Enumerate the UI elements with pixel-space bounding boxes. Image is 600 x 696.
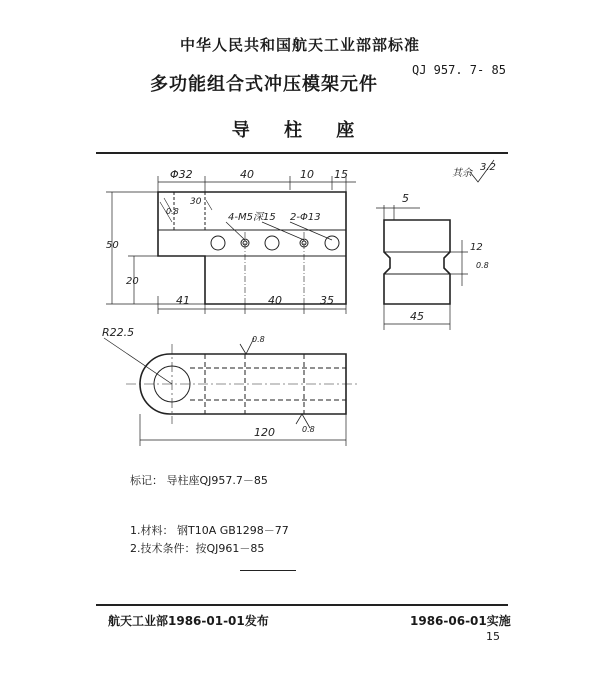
finish-bottom: 0.8 <box>302 425 315 434</box>
dim-d30: 30 <box>190 197 202 207</box>
dim-d10: 10 <box>300 168 314 181</box>
dim-d120: 120 <box>254 426 275 439</box>
dim-d12: 12 <box>470 242 483 253</box>
tech-note: 2.技术条件：按QJ961－85 <box>130 542 265 555</box>
dim-d40-bottom: 40 <box>268 294 282 307</box>
footer-rule <box>96 604 508 606</box>
dim-holes2: 2-Φ13 <box>290 212 321 223</box>
dim-holes: 4-M5深15 <box>228 212 276 223</box>
dim-r225: R22.5 <box>102 326 135 339</box>
standard-code: QJ 957. 7- 85 <box>412 63 506 77</box>
dim-d20: 20 <box>126 276 139 287</box>
material-note: 1.材料： 钢T10A GB1298－77 <box>130 524 289 537</box>
marking-note: 标记： 导柱座QJ957.7－85 <box>130 474 268 487</box>
finish-side2: 0.8 <box>166 207 179 216</box>
dim-d40-top: 40 <box>240 168 254 181</box>
roughness-label: 其余 <box>452 168 472 179</box>
dim-d45: 45 <box>410 310 424 323</box>
dim-d15: 15 <box>334 168 348 181</box>
issuer: 航天工业部1986-01-01发布 <box>108 614 269 628</box>
notes-rule <box>240 570 296 571</box>
document-title: 多功能组合式冲压模架元件 <box>150 74 378 95</box>
dim-d32: Φ32 <box>170 168 193 181</box>
dim-d35: 35 <box>320 294 334 307</box>
finish-side: 0.8 <box>476 261 489 270</box>
page-number: 15 <box>486 630 500 643</box>
finish-top: 0.8 <box>252 335 265 344</box>
roughness-value: 3.2 <box>480 162 496 173</box>
effective-date: 1986-06-01实施 <box>410 614 511 628</box>
dim-d41: 41 <box>176 294 190 307</box>
standard-title: 中华人民共和国航天工业部部标准 <box>179 36 420 54</box>
dim-d5: 5 <box>402 192 409 205</box>
dim-d50: 50 <box>106 240 119 251</box>
part-name: 导 柱 座 <box>231 120 369 141</box>
